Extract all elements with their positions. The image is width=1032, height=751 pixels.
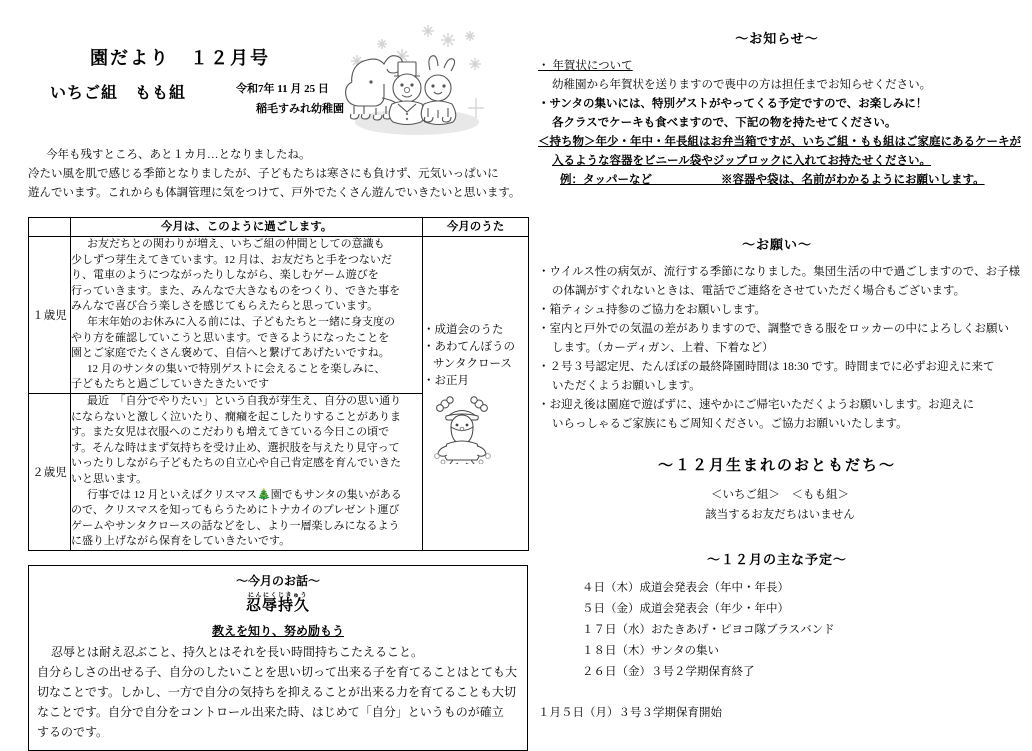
intro-paragraph	[28, 146, 528, 203]
plan-line: 最近 「自分でやりたい」という自我が芽生え、自分の思い通り	[87, 394, 402, 407]
plan-line: みんなで喜び合う楽しさを感じてもらえたらと思っています。	[71, 300, 379, 313]
story-line: 忍辱とは耐え忍ぶこと、持久とはそれを長い時間持ちこたえること。	[51, 644, 424, 659]
header-plan: 今月は、このように過ごします。	[71, 218, 423, 237]
plan-text-1	[71, 237, 423, 394]
story-title: 忍辱持久	[245, 597, 310, 614]
plan-line: 12 月のサンタの集いで特別ゲストに会えることを楽しみに、	[87, 362, 386, 375]
story-title-block	[37, 593, 519, 614]
santa-claus-icon	[423, 394, 528, 464]
plan-line: ゲームやサンタクロースの話などをし、より一層楽しみになるよう	[71, 519, 400, 532]
table-header-row	[29, 218, 529, 237]
header-age	[29, 218, 71, 237]
class-names: いちご組 もも組	[50, 85, 187, 102]
schedule-item: ２６日（金）３号２学期保育終了	[582, 666, 755, 678]
request-item: いらっしゃるご家族にもご周知ください。ご協力お願いいたします。	[552, 418, 908, 430]
song-item: ・お正月	[423, 375, 469, 388]
request-item: ・お迎え後は園庭で遊ばずに、速やかにご帰宅いただくようお願いします。お迎えに	[538, 399, 975, 411]
spacer	[538, 525, 1016, 549]
left-column	[28, 22, 528, 751]
birthday-heading: ～１２月生まれのおともだち～	[657, 458, 896, 474]
plan-line: 園とご家庭でたくさん褒めて、自信へと繋げてあげたいですね。	[71, 347, 390, 360]
spacer	[538, 190, 1016, 234]
song-item: ・成道会のうた	[423, 324, 504, 337]
schedule-item: ５日（金）成道会発表会（年少・年中）	[582, 603, 789, 615]
plan-line: に盛り上げながら保育をしていきたいです。	[71, 535, 291, 548]
request-item: します。（カーディガン、上着、下着など）	[552, 342, 774, 354]
request-list	[538, 263, 1021, 434]
notice-item-text: 入るような容器をビニール袋やジップロックに入れてお持たせください。	[552, 155, 932, 167]
right-column	[538, 28, 1021, 724]
story-body	[37, 642, 519, 742]
spacer	[538, 434, 1016, 454]
story-line: 自分らしさの出せる子、自分のしたいことを思い切って出来る子を育てることはとても大	[37, 664, 518, 679]
story-line: なことです。自分で自分をコントロール出来た時、はじめて「自分」というものが確立	[37, 704, 504, 719]
plan-line: 行っていきます。また、みんなで大きなものをつくり、できた事を	[71, 284, 401, 297]
plan-line: やり方を確認していこうと思います。できるようになったことを	[71, 331, 390, 344]
request-item: ・ウイルス性の病気が、流行する季節になりました。集団生活の中で過ごしますので、お子様	[538, 266, 1021, 278]
plan-line: り、電車のようにつながったりしながら、楽しむゲーム遊びを	[71, 269, 379, 282]
request-item: ・室内と戸外での気温の差がありますので、調整できる服をロッカーの中によろしくお願い	[538, 323, 1010, 335]
age-label-1: １歳児	[29, 237, 71, 394]
schedule-tail-item: １月５日（月）３号３学期保育開始	[538, 707, 722, 719]
plan-line: にならないと激しく泣いたり、癇癪を起こしたりすることがありま	[71, 410, 401, 423]
masthead	[28, 22, 528, 142]
notice-item: 幼稚園から年賀状を送りますので喪中の方は担任までお知らせください。	[552, 79, 932, 91]
story-motto: 教えを知り、努め励もう	[211, 623, 344, 638]
plan-line: す。また女児は衣服へのこだわりも増えてきている今日この頃で	[71, 426, 390, 439]
header-song: 今月のうた	[423, 218, 529, 237]
intro-line-2: 冷たい風を肌で感じる季節となりましたが、子どもたちは寒さにも負けず、元気いっぱいに	[28, 168, 499, 180]
intro-line-3: 遊んでいます。これからも体調管理に気をつけて、戸外でたくさん遊んでいきたいと思います。	[28, 187, 521, 199]
plan-line: 年末年始のお休みに入る前には、子どもたちと一緒に身支度の	[87, 315, 395, 328]
song-item: ・あわてんぼうの	[423, 341, 515, 354]
story-line: 切なことです。しかし、一方で自分の気持ちを抑えることが出来る力を育てることも大切	[37, 684, 517, 699]
plan-line: お友だちとの関わりが増え、いちご組の仲間としての意識も	[87, 238, 385, 250]
notice-item-text: ・ 年賀状について	[538, 60, 633, 72]
monthly-plan-table	[28, 217, 529, 551]
birthday-note: 該当するお友だちはいません	[705, 509, 855, 521]
notice-item	[538, 133, 1021, 152]
plan-line: いと思います。	[71, 472, 148, 485]
kindergarten-name: 稲毛すみれ幼稚園	[256, 103, 344, 115]
story-line: するのです。	[37, 724, 109, 739]
story-heading: ～今月のお話～	[235, 573, 320, 588]
notice-item	[538, 152, 1016, 171]
request-heading: ～お願い～	[741, 237, 812, 252]
page-title: 園だより １２月号	[90, 48, 270, 68]
table-row	[29, 237, 529, 394]
schedule-item: １７日（水）おたきあげ・ピヨコ隊ブラスバンド	[582, 624, 835, 636]
plan-line: 子どもたちと過ごしていきたきたいです	[71, 378, 269, 391]
schedule-item: １８日（木）サンタの集い	[582, 645, 719, 657]
notice-item-text: 例：タッパーなど ※容器や袋は、名前がわかるようにお願いします。	[560, 174, 985, 186]
notice-list	[538, 57, 1021, 190]
age-label-2: ２歳児	[29, 393, 71, 550]
issue-date: 令和7年 11 月 25 日	[236, 83, 329, 95]
request-item: ・箱ティシュ持参のご協力をお願いします。	[538, 304, 766, 316]
notice-item	[538, 171, 1016, 190]
song-item: サンタクロース	[433, 358, 512, 371]
request-item: の体調がすぐれないときは、電話でご連絡をさせていただく場合もございます。	[552, 285, 966, 297]
story-title-ruby: にんにくじきゅう	[247, 592, 308, 599]
notice-item: 各クラスでケーキも食べますので、下記の物を持たせてください。	[552, 117, 897, 129]
plan-line: す。そんな時はまず気持ちを受け止め、選択肢を与えたり見守って	[71, 441, 400, 454]
schedule-item: ４日（木）成道会発表会（年中・年長）	[582, 582, 789, 594]
request-item: いただくようお願いします。	[552, 380, 701, 392]
story-box	[28, 565, 528, 751]
plan-line: いったりしながら子どもたちの自立心や自己肯定感を育んでいきた	[71, 457, 401, 470]
snowman-elephant-rabbit-icon	[324, 22, 504, 140]
intro-line-1: 今年も残すところ、あと１カ月…となりましたね。	[46, 149, 311, 161]
notice-item-text: ＜持ち物＞年少・年中・年長組はお弁当箱ですが、いちご組・もも組はご家庭にあるケーキが	[538, 136, 1021, 148]
plan-text-2	[71, 393, 423, 550]
plan-line: 行事では 12 月といえばクリスマス🎄園でもサンタの集いがある	[87, 488, 402, 501]
birthday-classes: ＜いちご組＞ ＜もも組＞	[711, 489, 849, 501]
notice-item	[538, 57, 1016, 76]
schedule-list	[538, 578, 1016, 724]
request-item: ・２号３号認定児、たんぽぽの最終降園時間は 18:30 です。時間までに必ずお迎えに来て	[538, 361, 995, 373]
notice-item: ・サンタの集いには、特別ゲストがやってくる予定ですので、お楽しみに！	[538, 98, 928, 110]
plan-line: 少しずつ芽生えてきています。12 月は、お友だちと手をつないだ	[71, 253, 392, 266]
schedule-heading: ～１２月の主な予定～	[706, 552, 847, 567]
plan-line: ので、クリスマスを知ってもらうためにトナカイのプレゼント運び	[71, 504, 400, 517]
notice-heading: ～お知らせ～	[735, 31, 819, 46]
song-list-cell	[423, 237, 529, 551]
